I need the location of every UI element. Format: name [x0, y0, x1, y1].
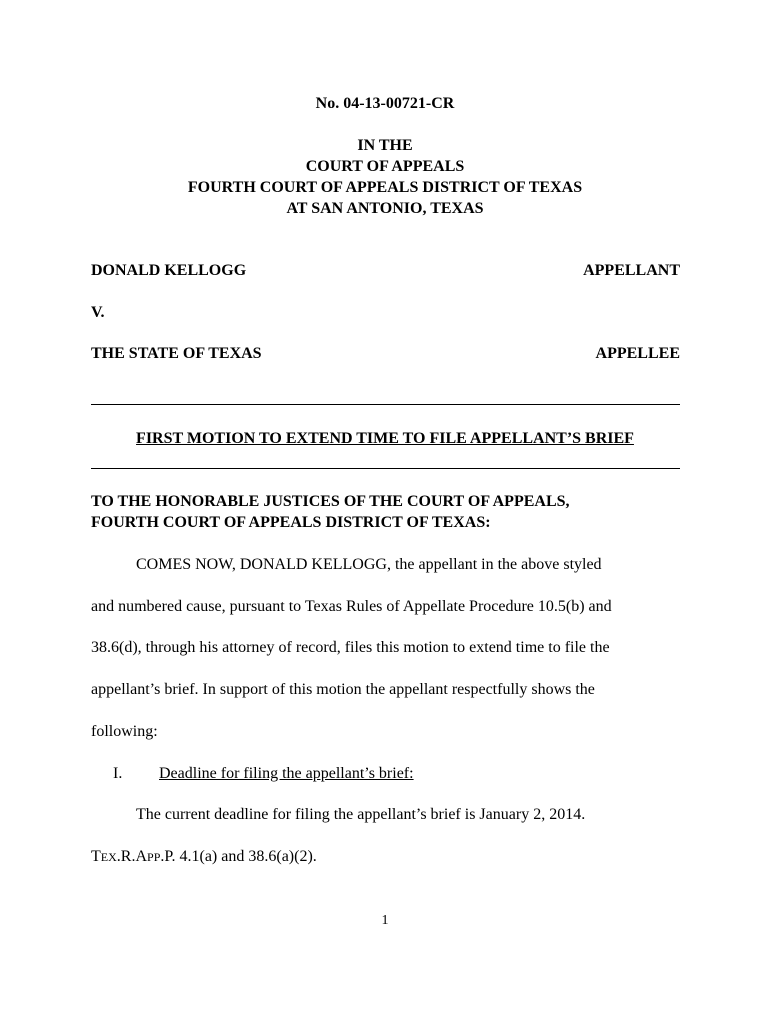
- address-line-2: FOURTH COURT OF APPEALS DISTRICT OF TEXAS:: [91, 514, 491, 531]
- court-line-2: COURT OF APPEALS: [305, 158, 465, 175]
- citation-pp: PP: [147, 850, 161, 864]
- body-line-4: appellant’s brief. In support of this motion the appellant respectfully shows the: [91, 681, 595, 698]
- court-line-1: IN THE: [357, 137, 413, 154]
- body-line-2: and numbered cause, pursuant to Texas Rules of Appellate Procedure 10.5(b) and: [91, 598, 612, 615]
- appellant-role: APPELLANT: [583, 262, 680, 279]
- appellee-name: THE STATE OF TEXAS: [91, 345, 262, 362]
- court-line-3: FOURTH COURT OF APPEALS DISTRICT OF TEXAS: [187, 179, 583, 196]
- section-heading: Deadline for filing the appellant’s brief:: [159, 765, 414, 782]
- citation-r: .R.A: [116, 848, 148, 865]
- case-number: No. 04-13-00721-CR: [315, 95, 455, 112]
- citation-ex: EX: [100, 850, 117, 864]
- section-number: I.: [113, 765, 123, 782]
- rule-citation: [91, 847, 317, 867]
- versus-label: V.: [91, 304, 105, 321]
- body-line-3: 38.6(d), through his attorney of record, files this motion to extend time to file the: [91, 639, 610, 656]
- body-line-1: COMES NOW, DONALD KELLOGG, the appellant in the above styled: [136, 556, 602, 573]
- body-line-5: following:: [91, 723, 158, 740]
- page-number: 1: [381, 913, 389, 928]
- bottom-divider: [91, 468, 680, 469]
- section-line-1: The current deadline for filing the appellant’s brief is January 2, 2014.: [136, 806, 586, 823]
- citation-rest: .P. 4.1(a) and 38.6(a)(2).: [160, 848, 317, 865]
- address-line-1: TO THE HONORABLE JUSTICES OF THE COURT OF APPEALS,: [91, 493, 570, 510]
- court-line-4: AT SAN ANTONIO, TEXAS: [286, 200, 484, 217]
- appellant-name: DONALD KELLOGG: [91, 262, 247, 279]
- citation-t: T: [91, 848, 101, 865]
- appellee-role: APPELLEE: [595, 345, 680, 362]
- top-divider: [91, 404, 680, 405]
- motion-title: FIRST MOTION TO EXTEND TIME TO FILE APPELLANT’S BRIEF: [136, 430, 634, 447]
